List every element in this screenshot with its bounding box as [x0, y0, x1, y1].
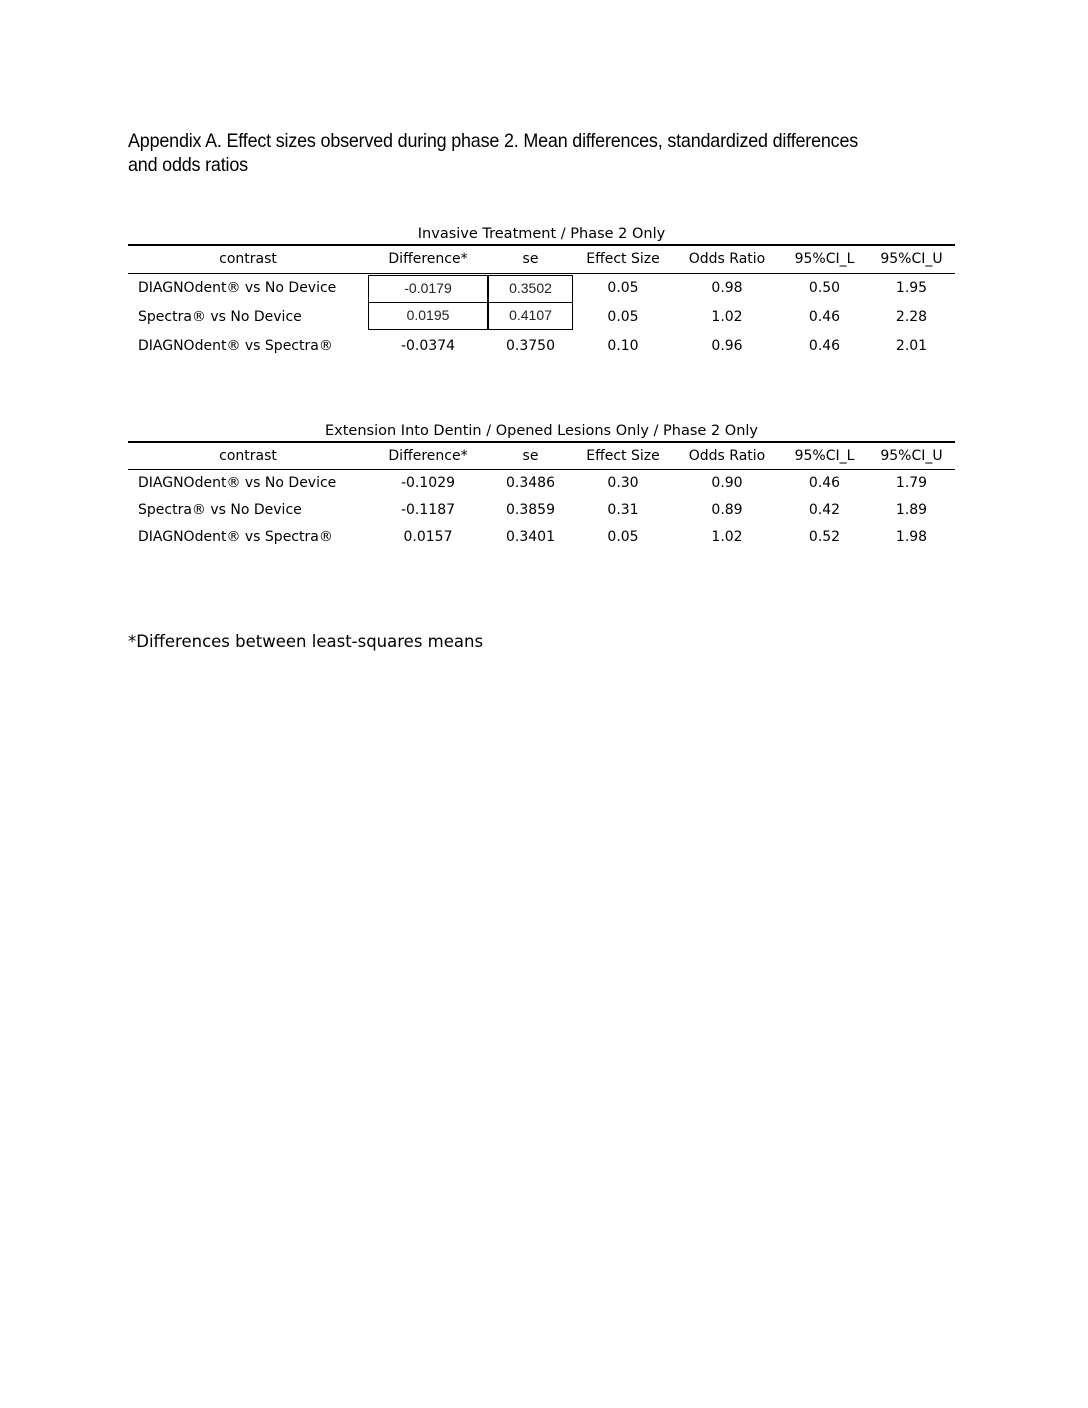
table-title: Extension Into Dentin / Opened Lesions Only / Phase 2 Only	[325, 423, 758, 439]
se-cell: 0.3750	[506, 337, 555, 354]
se-cell: 0.3401	[506, 528, 555, 545]
table-row	[128, 331, 955, 360]
table-row	[128, 469, 955, 496]
invasive-treatment-table-block	[128, 224, 955, 360]
column-header-odds-ratio: Odds Ratio	[688, 447, 766, 464]
se-cell: 0.3859	[506, 501, 555, 518]
effect-size-cell: 0.30	[607, 474, 639, 491]
table-row	[128, 523, 955, 550]
column-header-difference: Difference*	[388, 251, 468, 268]
column-header-difference: Difference*	[388, 447, 468, 464]
difference-value: -0.0179	[368, 275, 488, 303]
column-header-se: se	[522, 447, 539, 464]
difference-cell	[368, 302, 488, 331]
page-heading: Appendix A. Effect sizes observed during phase 2. Mean differences, standardized differences and odds ratios	[128, 130, 859, 176]
column-header-contrast: contrast	[219, 251, 277, 268]
ci-upper-cell: 2.28	[895, 308, 928, 325]
column-header-se: se	[522, 251, 539, 268]
column-header-ci-lower: 95%CI_L	[794, 251, 855, 268]
effect-size-cell: 0.05	[607, 528, 639, 545]
ci-lower-cell: 0.46	[808, 474, 841, 491]
odds-ratio-cell: 1.02	[711, 308, 743, 325]
ci-upper-cell: 1.95	[895, 279, 928, 296]
column-header-ci-lower: 95%CI_L	[794, 447, 855, 464]
odds-ratio-cell: 0.90	[711, 474, 743, 491]
ci-lower-cell: 0.50	[808, 279, 841, 296]
column-header-effect-size: Effect Size	[586, 447, 660, 464]
table-header-row	[128, 245, 955, 273]
ci-lower-cell: 0.52	[808, 528, 841, 545]
ci-lower-cell: 0.42	[808, 501, 841, 518]
contrast-cell: DIAGNOdent® vs Spectra®	[138, 528, 333, 545]
table-row	[128, 273, 955, 302]
ci-upper-cell: 1.79	[895, 474, 928, 491]
difference-cell: 0.0157	[403, 528, 453, 545]
ci-lower-cell: 0.46	[808, 337, 841, 354]
ci-upper-cell: 2.01	[895, 337, 928, 354]
odds-ratio-cell: 1.02	[711, 528, 743, 545]
table-row	[128, 302, 955, 331]
contrast-cell: DIAGNOdent® vs No Device	[138, 474, 337, 491]
column-header-contrast: contrast	[219, 447, 277, 464]
se-value: 0.3502	[488, 275, 573, 303]
contrast-cell: DIAGNOdent® vs Spectra®	[138, 337, 333, 354]
difference-cell: -0.0374	[400, 337, 456, 354]
odds-ratio-cell: 0.89	[711, 501, 743, 518]
ci-lower-cell: 0.46	[808, 308, 841, 325]
difference-value: 0.0195	[368, 302, 488, 330]
se-cell	[488, 302, 573, 331]
extension-into-dentin-table	[128, 441, 955, 550]
difference-cell: -0.1029	[400, 474, 456, 491]
difference-cell: -0.1187	[400, 501, 456, 518]
invasive-treatment-table	[128, 244, 955, 360]
odds-ratio-cell: 0.98	[711, 279, 743, 296]
column-header-effect-size: Effect Size	[586, 251, 660, 268]
column-header-ci-upper: 95%CI_U	[880, 447, 943, 464]
contrast-cell: Spectra® vs No Device	[138, 501, 302, 518]
se-value: 0.4107	[488, 302, 573, 330]
column-header-ci-upper: 95%CI_U	[880, 251, 943, 268]
se-cell	[488, 273, 573, 302]
effect-size-cell: 0.05	[607, 279, 639, 296]
ci-upper-cell: 1.98	[895, 528, 928, 545]
odds-ratio-cell: 0.96	[711, 337, 743, 354]
effect-size-cell: 0.10	[607, 337, 639, 354]
table-row	[128, 496, 955, 523]
table-title: Invasive Treatment / Phase 2 Only	[417, 226, 666, 242]
contrast-cell: DIAGNOdent® vs No Device	[138, 279, 337, 296]
effect-size-cell: 0.05	[607, 308, 639, 325]
effect-size-cell: 0.31	[607, 501, 639, 518]
table-header-row	[128, 442, 955, 469]
extension-into-dentin-table-block	[128, 421, 955, 550]
footnote: *Differences between least-squares means	[128, 632, 484, 651]
column-header-odds-ratio: Odds Ratio	[688, 251, 766, 268]
contrast-cell: Spectra® vs No Device	[138, 308, 302, 325]
se-cell: 0.3486	[506, 474, 555, 491]
difference-cell	[368, 273, 488, 302]
ci-upper-cell: 1.89	[895, 501, 928, 518]
